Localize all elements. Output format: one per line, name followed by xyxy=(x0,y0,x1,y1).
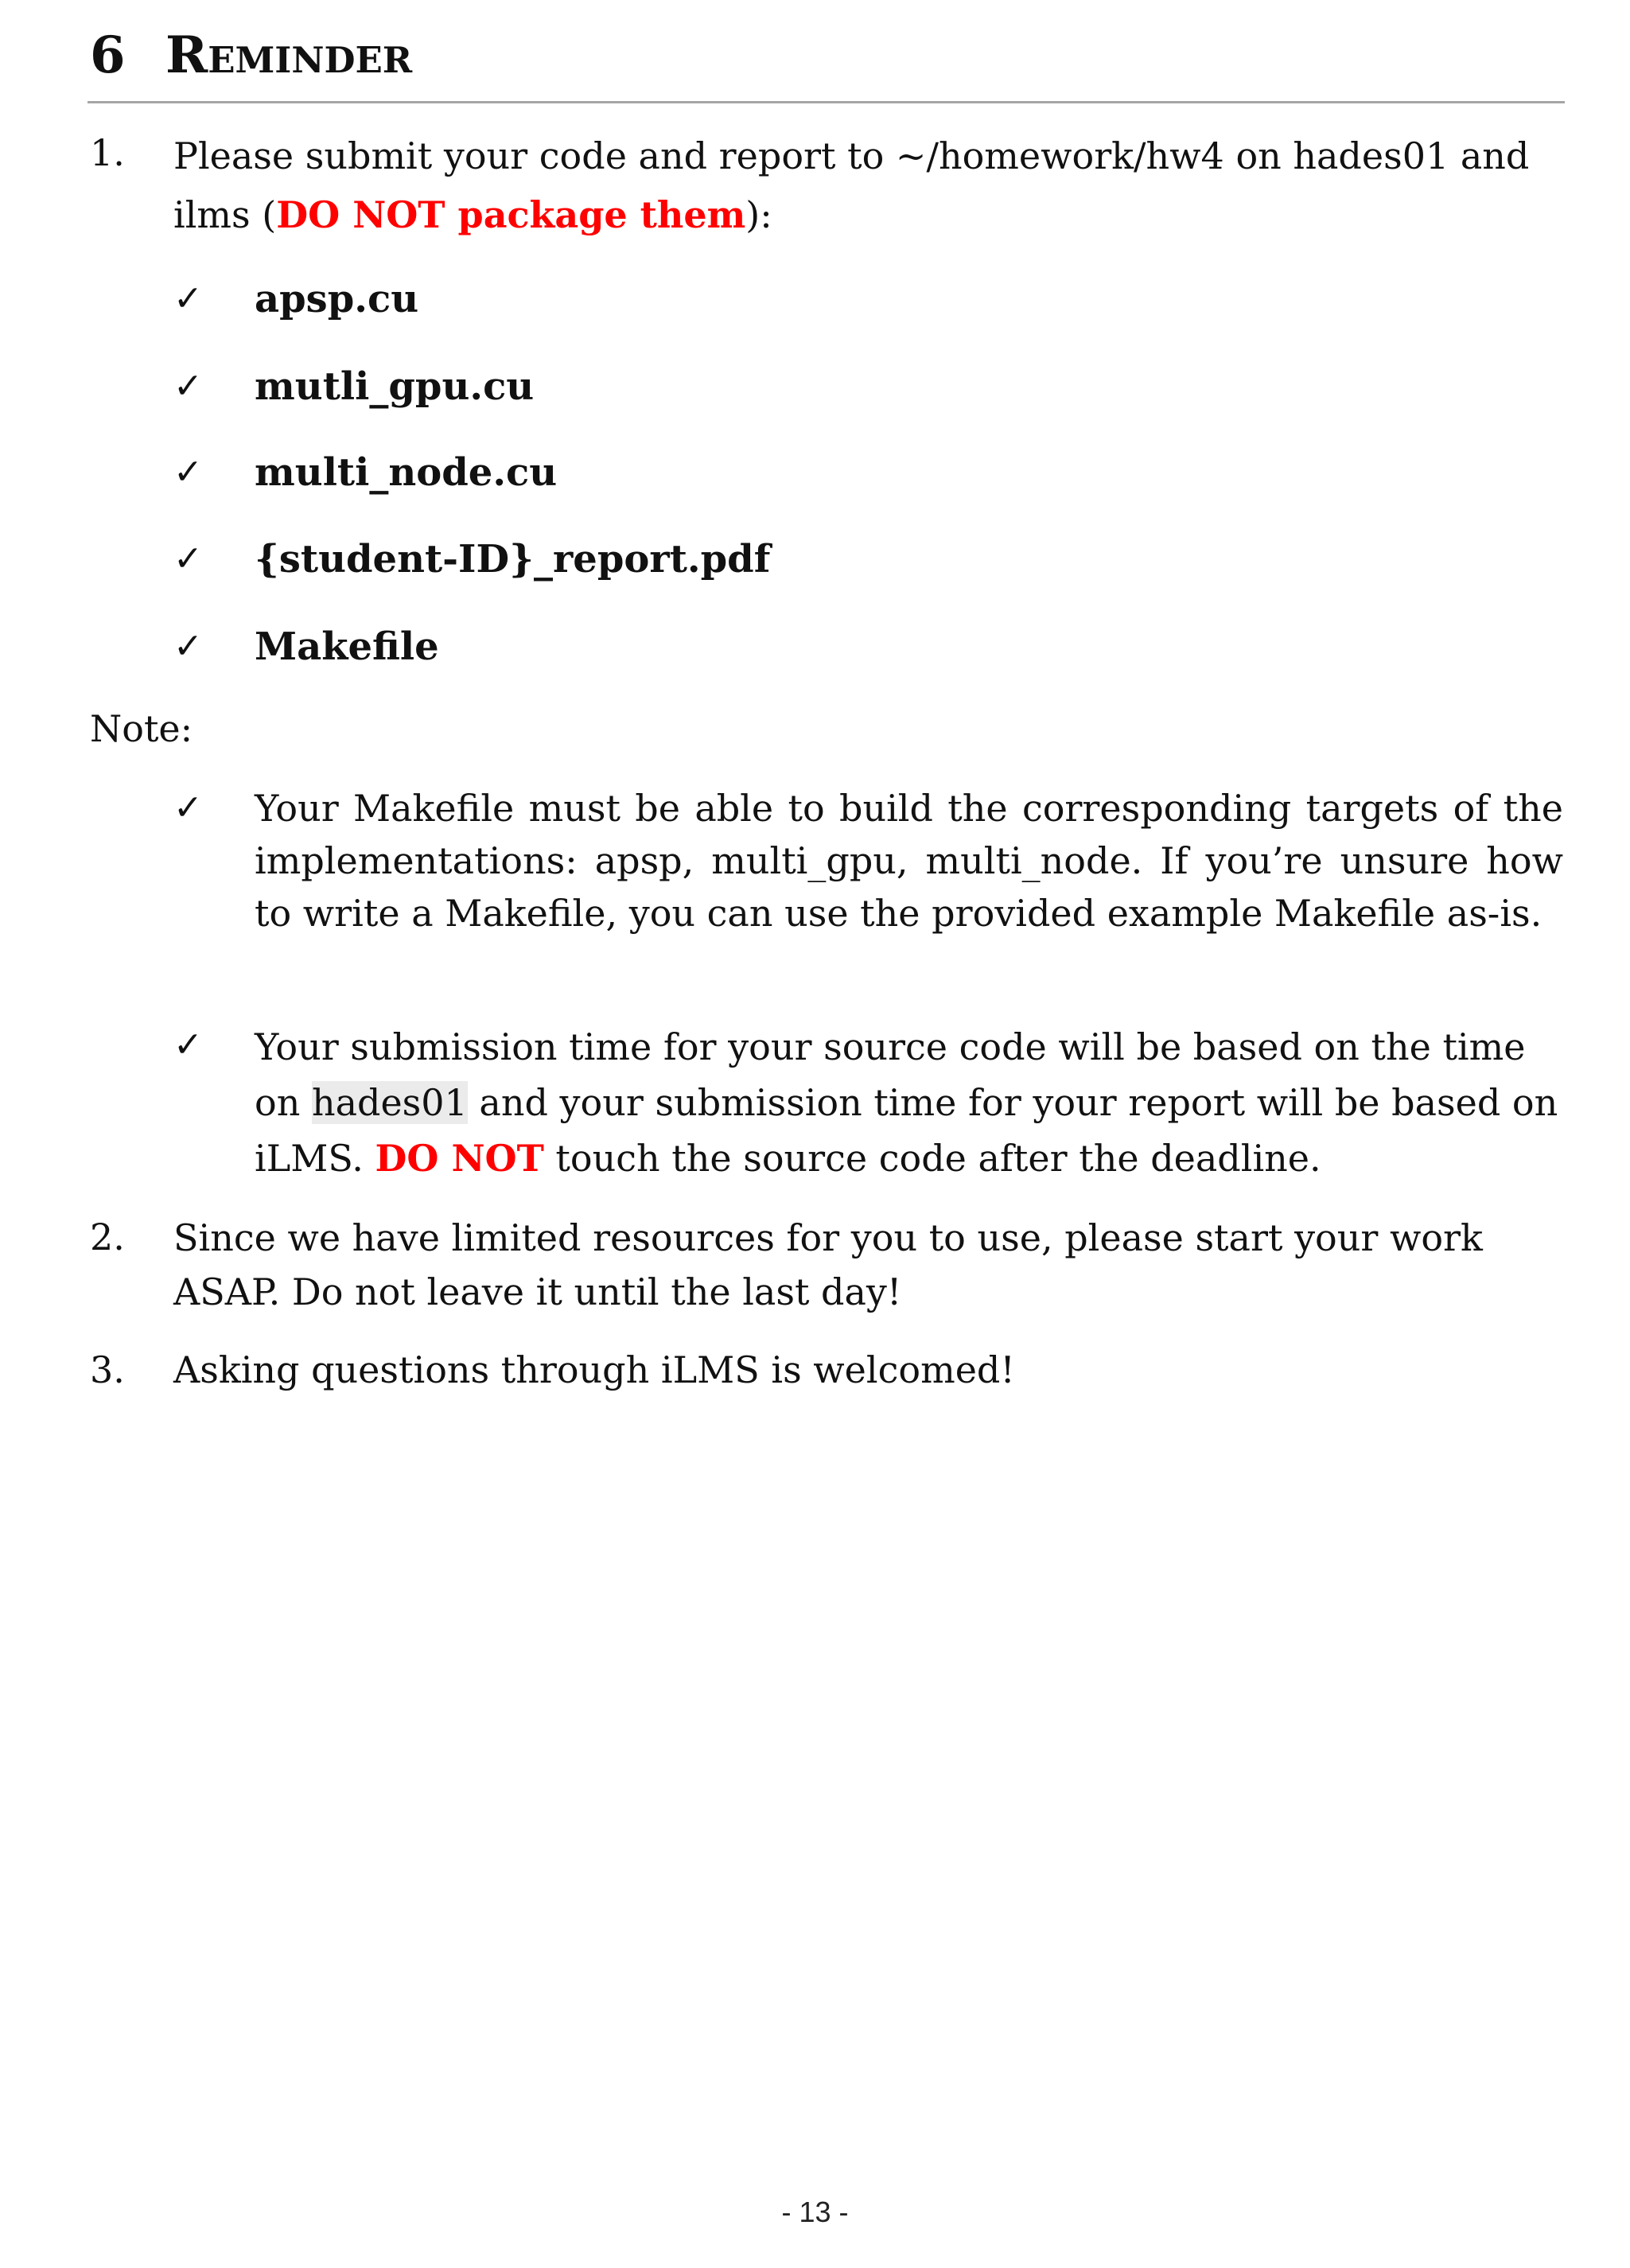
text: Please submit your code and report to ~/homework/hw4 on hades01 and ilms ( xyxy=(173,134,1530,236)
list-item-2-text: Since we have limited resources for you to use, please start your work ASAP. Do not leave it until the last day! xyxy=(173,1216,1483,1313)
page-number: - 13 - xyxy=(781,2196,849,2228)
list-item-1-text xyxy=(173,126,1566,244)
section-heading xyxy=(90,24,412,88)
heading-divider xyxy=(88,101,1565,103)
check-icon: ✓ xyxy=(173,539,203,579)
note-label: Note: xyxy=(90,707,193,750)
file-multi-gpu: mutli_gpu.cu xyxy=(255,364,535,409)
list-item-3-text: Asking questions through iLMS is welcomed! xyxy=(173,1348,1015,1391)
file-multi-node: multi_node.cu xyxy=(255,450,558,495)
section-title: Reminder xyxy=(165,25,413,85)
list-number-3: 3. xyxy=(90,1348,125,1391)
do-not-package-emphasis: DO NOT package them xyxy=(276,193,746,236)
text: Your submission time for your source code will be based on the time on xyxy=(255,1025,1526,1124)
check-icon: ✓ xyxy=(173,626,203,667)
check-icon: ✓ xyxy=(173,452,203,492)
check-icon: ✓ xyxy=(173,278,203,319)
file-apsp: apsp.cu xyxy=(255,277,419,321)
note-bullet-1: Your Makefile must be able to build the corresponding targets of the implementations: apsp, multi_gpu, multi_node. If you’re unsure how to write a Makefile, you can use the provided example Makefile as-is. xyxy=(255,787,1563,935)
check-icon: ✓ xyxy=(173,1025,203,1065)
do-not-emphasis: DO NOT xyxy=(375,1137,544,1180)
text: touch the source code after the deadline. xyxy=(543,1137,1321,1180)
check-icon: ✓ xyxy=(173,788,203,828)
text: ): xyxy=(745,193,772,236)
file-report: {student-ID}_report.pdf xyxy=(255,537,771,582)
file-makefile: Makefile xyxy=(255,624,439,669)
list-number-1: 1. xyxy=(90,131,125,174)
hades01-highlight: hades01 xyxy=(311,1081,468,1124)
list-number-2: 2. xyxy=(90,1216,125,1258)
note-bullet-2 xyxy=(255,1019,1563,1186)
section-number: 6 xyxy=(90,25,126,85)
check-icon: ✓ xyxy=(173,366,203,407)
text: and your submission time for your report will be based on iLMS. xyxy=(255,1081,1558,1180)
